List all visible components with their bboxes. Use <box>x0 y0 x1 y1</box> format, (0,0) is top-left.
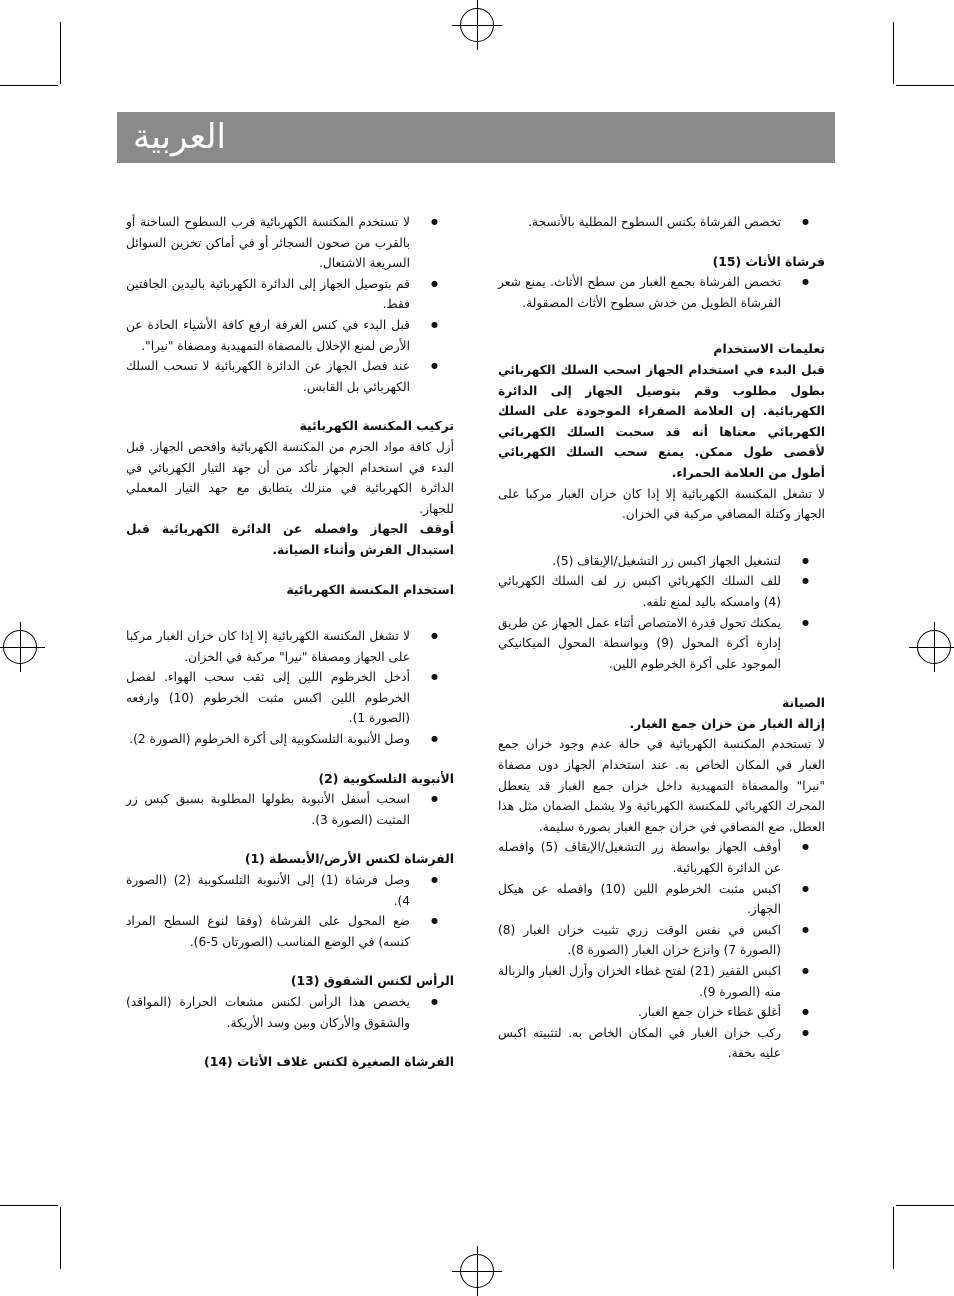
registration-mark-right <box>917 630 951 664</box>
language-title: العربية <box>133 117 226 157</box>
list-item: ● أدخل الخرطوم اللين إلى ثقب سحب الهواء. لفصل الخرطوم اللين اكبس مثبت الخرطوم (10) وارفعه (الصورة 1). <box>126 667 454 729</box>
list-item: ● قبل البدء في كنس الغرفة ارفع كافة الأشياء الحادة عن الأرض لمنع الإخلال بالمصفاة التمهيدية ومصفاة "نيرا". <box>126 315 454 356</box>
list-item: ● أغلق غطاء خزان جمع الغبار. <box>498 1002 825 1023</box>
section-heading: الرأس لكنس الشقوق (13) <box>290 973 454 989</box>
bullet-list <box>498 272 825 313</box>
list-item: ● تخصص الفرشاة بجمع الغبار من سطح الأثاث. يمنع شعر الفرشاة الطويل من خدش سطوح الأثاث المصقولة. <box>498 272 825 313</box>
section-heading: تركيب المكنسة الكهربائية <box>299 418 454 434</box>
bullet-list <box>126 992 454 1033</box>
section-heading: تعليمات الاستخدام <box>713 341 825 357</box>
list-item: ● ضع المحول على الفرشاة (وفقا لنوع السطح المراد كنسه) في الوضع المناسب (الصورتان 5-6). <box>126 911 454 952</box>
list-item: ● يخصص هذا الرأس لكنس مشعات الحرارة (المواقد) والشقوق والأركان وبين وسد الأريكة. <box>126 992 454 1033</box>
registration-mark-bottom <box>460 1254 494 1288</box>
bullet-list <box>498 551 825 675</box>
crop-mark-bottom-left <box>0 1205 58 1206</box>
bullet-list <box>126 789 454 830</box>
section-heading: الفرشاة لكنس الأرض/الأبسطة (1) <box>244 851 454 867</box>
left-column <box>126 212 454 1073</box>
right-column <box>498 212 825 1064</box>
section-heading: الفرشاة الصغيرة لكنس غلاف الأثاث (14) <box>204 1054 454 1070</box>
crop-mark-top-left <box>0 85 58 86</box>
section-heading: استخدام المكنسة الكهربائية <box>286 581 454 597</box>
subsection-heading: إزالة الغبار من خزان جمع الغبار. <box>629 715 825 731</box>
language-header <box>117 112 835 163</box>
warning-text: قبل البدء في استخدام الجهاز اسحب السلك الكهربائي بطول مطلوب وقم بتوصيل الجهاز إلى الدائرة الكهربائية. إن العلامة الصفراء الموجودة على السلك الكهربائي معناها أنه قد سحبت السلك الكهربائي لأقصى طول ممكن. يمنع سحب السلك الكهربائي أطول من العلامة الحمراء. <box>498 362 825 480</box>
list-item: ● ركب خزان الغبار في المكان الخاص به. لتثبيته اكبس عليه بخفة. <box>498 1023 825 1064</box>
list-item: ● اكبس القفيز (21) لفتح غطاء الخزان وأزل الغبار والزبالة منه (الصورة 9). <box>498 961 825 1002</box>
crop-mark-bottom-right <box>896 1205 954 1206</box>
list-item: ● للف السلك الكهربائي اكبس زر لف السلك الكهربائي (4) وامسكه باليد لمنع تلفه. <box>498 571 825 612</box>
list-item: ● تخصص الفرشاة بكنس السطوح المطلية بالأنسجة. <box>498 212 825 233</box>
bullet-list <box>126 212 454 397</box>
list-item: ● يمكنك تحول قدرة الامتصاص أثناء عمل الجهاز عن طريق إدارة أكرة المحول (9) وبواسطة المحول الميكانيكي الموجود على أكرة الخرطوم اللين. <box>498 613 825 675</box>
list-item: ● اسحب أسفل الأنبوبة بطولها المطلوبة بسبق كبس زر المثبت (الصورة 3). <box>126 789 454 830</box>
bullet-list <box>498 212 825 233</box>
list-item: ● عند فصل الجهاز عن الدائرة الكهربائية لا تسحب السلك الكهربائي بل القابس. <box>126 356 454 397</box>
list-item: ● وصل فرشاة (1) إلى الأنبوبة التلسكوبية (2) (الصورة 4). <box>126 870 454 911</box>
registration-mark-left <box>3 630 37 664</box>
section-heading: فرشاة الأثاث (15) <box>712 253 825 269</box>
crop-mark-bottom-left <box>60 1207 61 1269</box>
list-item: ● لا تشغل المكنسة الكهربائية إلا إذا كان خزان الغبار مركبا على الجهاز ومصفاة "نيرا" مركبة في الخزان. <box>126 626 454 667</box>
crop-mark-top-right <box>896 85 954 86</box>
list-item: ● اكبس في نفس الوقت زري تثبيت خزان الغبار (8) (الصورة 7) وانزع خزان الغبار (الصورة 8). <box>498 920 825 961</box>
list-item: ● قم بتوصيل الجهاز إلى الدائرة الكهربائية باليدين الجافتين فقط. <box>126 274 454 315</box>
bullet-list <box>126 870 454 952</box>
paragraph: لا تشغل المكنسة الكهربائية إلا إذا كان خزان الغبار مركبا على الجهاز وكتلة المصافي مركبة في الخزان. <box>498 486 825 522</box>
list-item: ● لا تستخدم المكنسة الكهربائية قرب السطوح الساخنة أو بالقرب من صحون السجائر أو في أماكن تخزين السوائل السريعة الاشتعال. <box>126 212 454 274</box>
bullet-list <box>498 837 825 1064</box>
crop-mark-bottom-right <box>893 1207 894 1269</box>
registration-mark-top <box>460 8 494 42</box>
paragraph: لا تستخدم المكنسة الكهربائية في حالة عدم وجود خزان جمع الغبار في المكان الخاص به. عند استخدام الجهاز دون مصفاة "نيرا" والمصفاة التمهيدية داخل خزان جمع الغبار قد يتعطل المحرك الكهربائي للمكنسة الكهربائية ولا يشمل الضمان مثل هذا العطل. ضع المصافي في خزان جمع الغبار بصورة سليمة. <box>498 737 825 834</box>
section-heading: الأنبوبة التلسكوبية (2) <box>318 770 454 786</box>
crop-mark-top-left <box>60 22 61 84</box>
list-item: ● أوقف الجهاز بواسطة زر التشغيل/الإيقاف (5) وافصله عن الدائرة الكهربائية. <box>498 837 825 878</box>
bullet-list <box>126 626 454 750</box>
list-item: ● لتشغيل الجهاز اكبس زر التشغيل/الإيقاف (5). <box>498 551 825 572</box>
warning-text: أوقف الجهاز وافصله عن الدائرة الكهربائية قبل استبدال الفرش وأثناء الصيانة. <box>126 522 454 557</box>
paragraph: أزل كافة مواد الحزم من المكنسة الكهربائية وافحص الجهاز. قبل البدء في استخدام الجهاز تأكد من أن جهد التيار الكهربائي في الدائرة الكهربائية في منزلك يتطابق مع جهد التيار المعملي للجهاز. <box>126 439 454 516</box>
section-heading: الصيانة <box>782 695 825 711</box>
list-item: ● وصل الأنبوبة التلسكوبية إلى أكرة الخرطوم (الصورة 2). <box>126 729 454 750</box>
list-item: ● اكبس مثبت الخرطوم اللين (10) وافصله عن هيكل الجهاز. <box>498 879 825 920</box>
crop-mark-top-right <box>893 22 894 84</box>
